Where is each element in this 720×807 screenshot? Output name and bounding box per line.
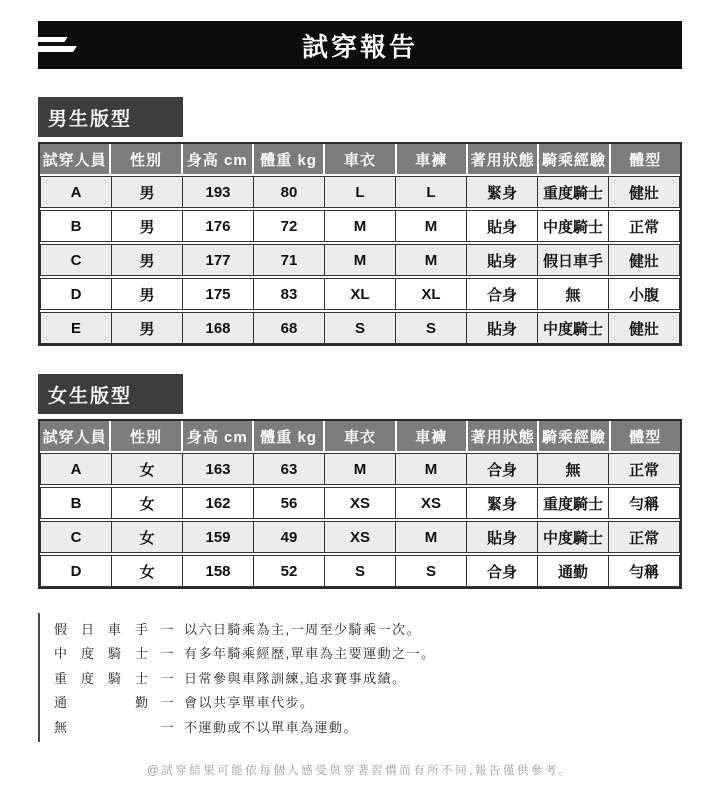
table-cell: 男	[111, 279, 182, 309]
table-cell: 159	[182, 522, 253, 552]
column-header: 車褲	[397, 144, 466, 174]
fitting-table-men	[38, 142, 682, 346]
table-cell: 中度騎士	[537, 211, 608, 241]
legend-item	[54, 665, 436, 690]
column-header: 車褲	[397, 421, 466, 451]
column-header: 車衣	[325, 144, 394, 174]
legend-dash: 一	[160, 670, 174, 686]
column-header: 騎乘經驗	[539, 144, 608, 174]
speed-lines-icon	[38, 21, 138, 69]
legend-dash: 一	[160, 621, 174, 637]
table-cell: 假日車手	[537, 245, 608, 275]
table-row	[40, 244, 680, 276]
table-cell: 女	[111, 556, 182, 586]
table-cell: S	[324, 556, 395, 586]
table-cell: M	[395, 522, 466, 552]
table-cell: 合身	[466, 279, 537, 309]
table-cell: XL	[324, 279, 395, 309]
legend-dash: 一	[160, 719, 174, 735]
table-cell: 健壯	[608, 245, 679, 275]
column-header: 體重 kg	[254, 421, 323, 451]
table-cell: C	[41, 245, 111, 275]
section-label-men: 男生版型	[38, 97, 183, 137]
table-cell: C	[41, 522, 111, 552]
legend-term: 無	[54, 719, 70, 735]
table-row	[40, 555, 680, 587]
table-cell: XL	[395, 279, 466, 309]
table-cell: 女	[111, 454, 182, 484]
table-cell: XS	[324, 522, 395, 552]
table-cell: 勻稱	[608, 556, 679, 586]
table-cell: L	[395, 177, 466, 207]
table-cell: 80	[253, 177, 324, 207]
table-cell: 193	[182, 177, 253, 207]
table-cell: 緊身	[466, 177, 537, 207]
disclaimer-footer: @試穿結果可能依每個人感受與穿著習慣而有所不同,報告僅供參考。	[147, 765, 573, 777]
column-header: 試穿人員	[40, 421, 109, 451]
table-cell: 貼身	[466, 245, 537, 275]
table-cell: 49	[253, 522, 324, 552]
table-cell: M	[395, 454, 466, 484]
table-cell: 合身	[466, 556, 537, 586]
table-cell: 貼身	[466, 211, 537, 241]
table-cell: M	[395, 211, 466, 241]
table-cell: A	[41, 454, 111, 484]
table-row	[40, 312, 680, 344]
table-cell: 貼身	[466, 522, 537, 552]
table-cell: 無	[537, 454, 608, 484]
table-header-row	[40, 421, 680, 451]
legend-description: 日常參與車隊訓練,追求賽事成績。	[184, 670, 407, 686]
table-cell: 緊身	[466, 488, 537, 518]
table-cell: 176	[182, 211, 253, 241]
column-header: 體型	[611, 421, 680, 451]
legend-description: 有多年騎乘經歷,單車為主要運動之一。	[184, 646, 436, 662]
table-cell: 52	[253, 556, 324, 586]
table-cell: 63	[253, 454, 324, 484]
column-header: 試穿人員	[40, 144, 109, 174]
table-row	[40, 176, 680, 208]
table-cell: 正常	[608, 211, 679, 241]
table-cell: 正常	[608, 454, 679, 484]
legend-footnotes	[38, 613, 436, 742]
legend-description: 會以共享單車代步。	[184, 695, 315, 711]
table-cell: 56	[253, 488, 324, 518]
legend-dash: 一	[160, 646, 174, 662]
table-cell: A	[41, 177, 111, 207]
table-cell: XS	[395, 488, 466, 518]
legend-item	[54, 641, 436, 666]
table-cell: S	[395, 556, 466, 586]
legend-item	[54, 714, 436, 739]
table-cell: 重度騎士	[537, 488, 608, 518]
page-title: 試穿報告	[301, 31, 418, 62]
table-cell: 72	[253, 211, 324, 241]
table-cell: 男	[111, 211, 182, 241]
table-cell: M	[324, 211, 395, 241]
legend-term: 假日車手	[54, 621, 150, 637]
table-cell: M	[395, 245, 466, 275]
table-row	[40, 278, 680, 310]
table-cell: 健壯	[608, 313, 679, 343]
table-cell: S	[395, 313, 466, 343]
column-header: 身高 cm	[183, 144, 252, 174]
table-cell: B	[41, 488, 111, 518]
table-cell: D	[41, 556, 111, 586]
table-cell: 男	[111, 245, 182, 275]
table-row	[40, 453, 680, 485]
table-cell: 無	[537, 279, 608, 309]
table-cell: 小腹	[608, 279, 679, 309]
table-cell: 通勤	[537, 556, 608, 586]
table-cell: 合身	[466, 454, 537, 484]
legend-item	[54, 690, 436, 715]
table-cell: 68	[253, 313, 324, 343]
table-cell: E	[41, 313, 111, 343]
table-cell: 中度騎士	[537, 522, 608, 552]
column-header: 著用狀態	[468, 421, 537, 451]
table-row	[40, 487, 680, 519]
table-cell: S	[324, 313, 395, 343]
column-header: 著用狀態	[468, 144, 537, 174]
legend-item	[54, 616, 436, 641]
table-cell: 健壯	[608, 177, 679, 207]
table-cell: 男	[111, 313, 182, 343]
table-cell: M	[324, 454, 395, 484]
table-cell: 175	[182, 279, 253, 309]
legend-term: 中度騎士	[54, 646, 150, 662]
table-cell: 女	[111, 522, 182, 552]
table-cell: 163	[182, 454, 253, 484]
table-cell: 男	[111, 177, 182, 207]
report-title-banner	[38, 21, 682, 69]
column-header: 身高 cm	[183, 421, 252, 451]
table-cell: 162	[182, 488, 253, 518]
table-cell: 177	[182, 245, 253, 275]
table-cell: 重度騎士	[537, 177, 608, 207]
column-header: 騎乘經驗	[539, 421, 608, 451]
table-cell: 貼身	[466, 313, 537, 343]
table-cell: 83	[253, 279, 324, 309]
table-cell: B	[41, 211, 111, 241]
table-cell: L	[324, 177, 395, 207]
legend-dash: 一	[160, 695, 174, 711]
column-header: 性別	[111, 421, 180, 451]
table-cell: 71	[253, 245, 324, 275]
table-row	[40, 521, 680, 553]
table-cell: 女	[111, 488, 182, 518]
table-cell: 168	[182, 313, 253, 343]
column-header: 體型	[611, 144, 680, 174]
legend-description: 以六日騎乘為主,一周至少騎乘一次。	[184, 621, 422, 637]
section-label-women: 女生版型	[38, 374, 183, 414]
table-row	[40, 210, 680, 242]
table-cell: 勻稱	[608, 488, 679, 518]
fitting-table-women	[38, 419, 682, 589]
table-cell: XS	[324, 488, 395, 518]
table-header-row	[40, 144, 680, 174]
column-header: 體重 kg	[254, 144, 323, 174]
legend-term: 重度騎士	[54, 670, 150, 686]
table-cell: 158	[182, 556, 253, 586]
table-cell: 中度騎士	[537, 313, 608, 343]
legend-description: 不運動或不以單車為運動。	[184, 719, 359, 735]
legend-term: 通勤	[54, 695, 150, 711]
table-cell: 正常	[608, 522, 679, 552]
table-cell: D	[41, 279, 111, 309]
column-header: 性別	[111, 144, 180, 174]
table-cell: M	[324, 245, 395, 275]
column-header: 車衣	[325, 421, 394, 451]
